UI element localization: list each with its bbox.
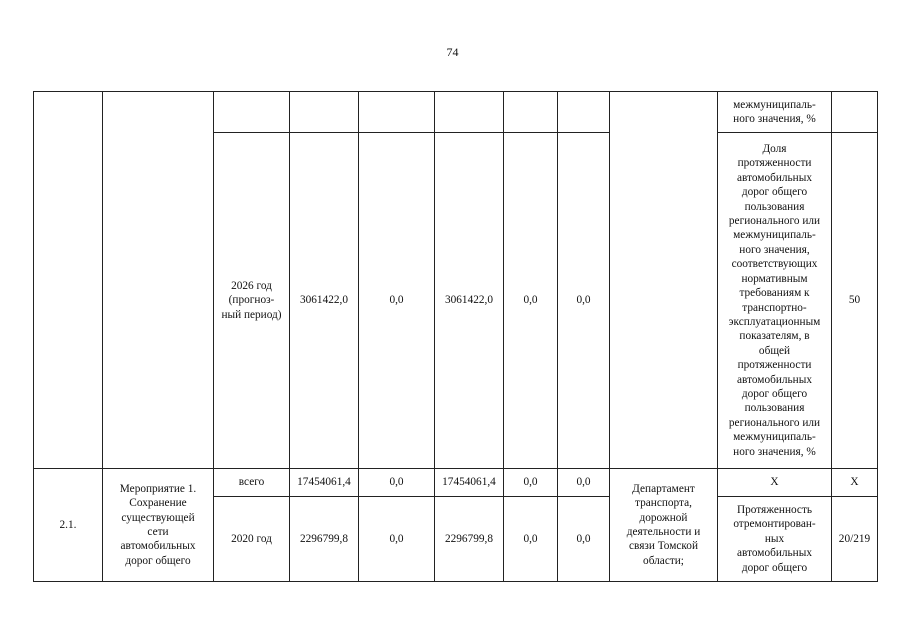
indicator-value-cell: 20/219 bbox=[832, 497, 878, 582]
program-table bbox=[33, 91, 878, 582]
period-cell: 2020 год bbox=[214, 497, 290, 582]
measure-number-cell: 2.1. bbox=[34, 469, 103, 582]
indicator-value-cell: Х bbox=[832, 469, 878, 497]
measure-name-cell: Мероприятие 1. Сохранение существующей сети автомобильных дорог общего bbox=[103, 469, 214, 582]
other-cell: 0,0 bbox=[558, 497, 610, 582]
total-cell: 2296799,8 bbox=[290, 497, 359, 582]
local-cell: 0,0 bbox=[504, 133, 558, 469]
indicator-name-cell: Х bbox=[718, 469, 832, 497]
federal-cell: 0,0 bbox=[359, 497, 435, 582]
regional-cell: 17454061,4 bbox=[435, 469, 504, 497]
regional-cell: 3061422,0 bbox=[435, 133, 504, 469]
other-cell bbox=[558, 92, 610, 133]
local-cell: 0,0 bbox=[504, 497, 558, 582]
number-cell-continued bbox=[34, 92, 103, 469]
total-cell: 3061422,0 bbox=[290, 133, 359, 469]
total-cell bbox=[290, 92, 359, 133]
page-number: 74 bbox=[446, 45, 459, 59]
executor-cell-continued bbox=[610, 92, 718, 469]
period-cell bbox=[214, 92, 290, 133]
federal-cell: 0,0 bbox=[359, 133, 435, 469]
table-row bbox=[34, 469, 878, 497]
local-cell bbox=[504, 92, 558, 133]
other-cell: 0,0 bbox=[558, 469, 610, 497]
other-cell: 0,0 bbox=[558, 133, 610, 469]
period-cell: 2026 год (прогноз- ный период) bbox=[214, 133, 290, 469]
local-cell: 0,0 bbox=[504, 469, 558, 497]
indicator-value-cell bbox=[832, 92, 878, 133]
regional-cell: 2296799,8 bbox=[435, 497, 504, 582]
indicator-value-cell: 50 bbox=[832, 133, 878, 469]
federal-cell bbox=[359, 92, 435, 133]
table-row bbox=[34, 92, 878, 133]
indicator-name-cell: Доля протяженности автомобильных дорог общего пользования регионального или межмуниципаль- ного значения, соответствующих нормативным требованиям к транспортно- эксплуатационным показателям, в общей протяженности автомобильных дорог общего пользования регионального или межмуниципаль- ного значения, % bbox=[718, 133, 832, 469]
period-cell: всего bbox=[214, 469, 290, 497]
executor-cell: Департамент транспорта, дорожной деятельности и связи Томской области; bbox=[610, 469, 718, 582]
regional-cell bbox=[435, 92, 504, 133]
federal-cell: 0,0 bbox=[359, 469, 435, 497]
indicator-name-cell: межмуниципаль- ного значения, % bbox=[718, 92, 832, 133]
measure-name-cell-continued bbox=[103, 92, 214, 469]
indicator-name-cell: Протяженность отремонтирован- ных автомобильных дорог общего bbox=[718, 497, 832, 582]
total-cell: 17454061,4 bbox=[290, 469, 359, 497]
